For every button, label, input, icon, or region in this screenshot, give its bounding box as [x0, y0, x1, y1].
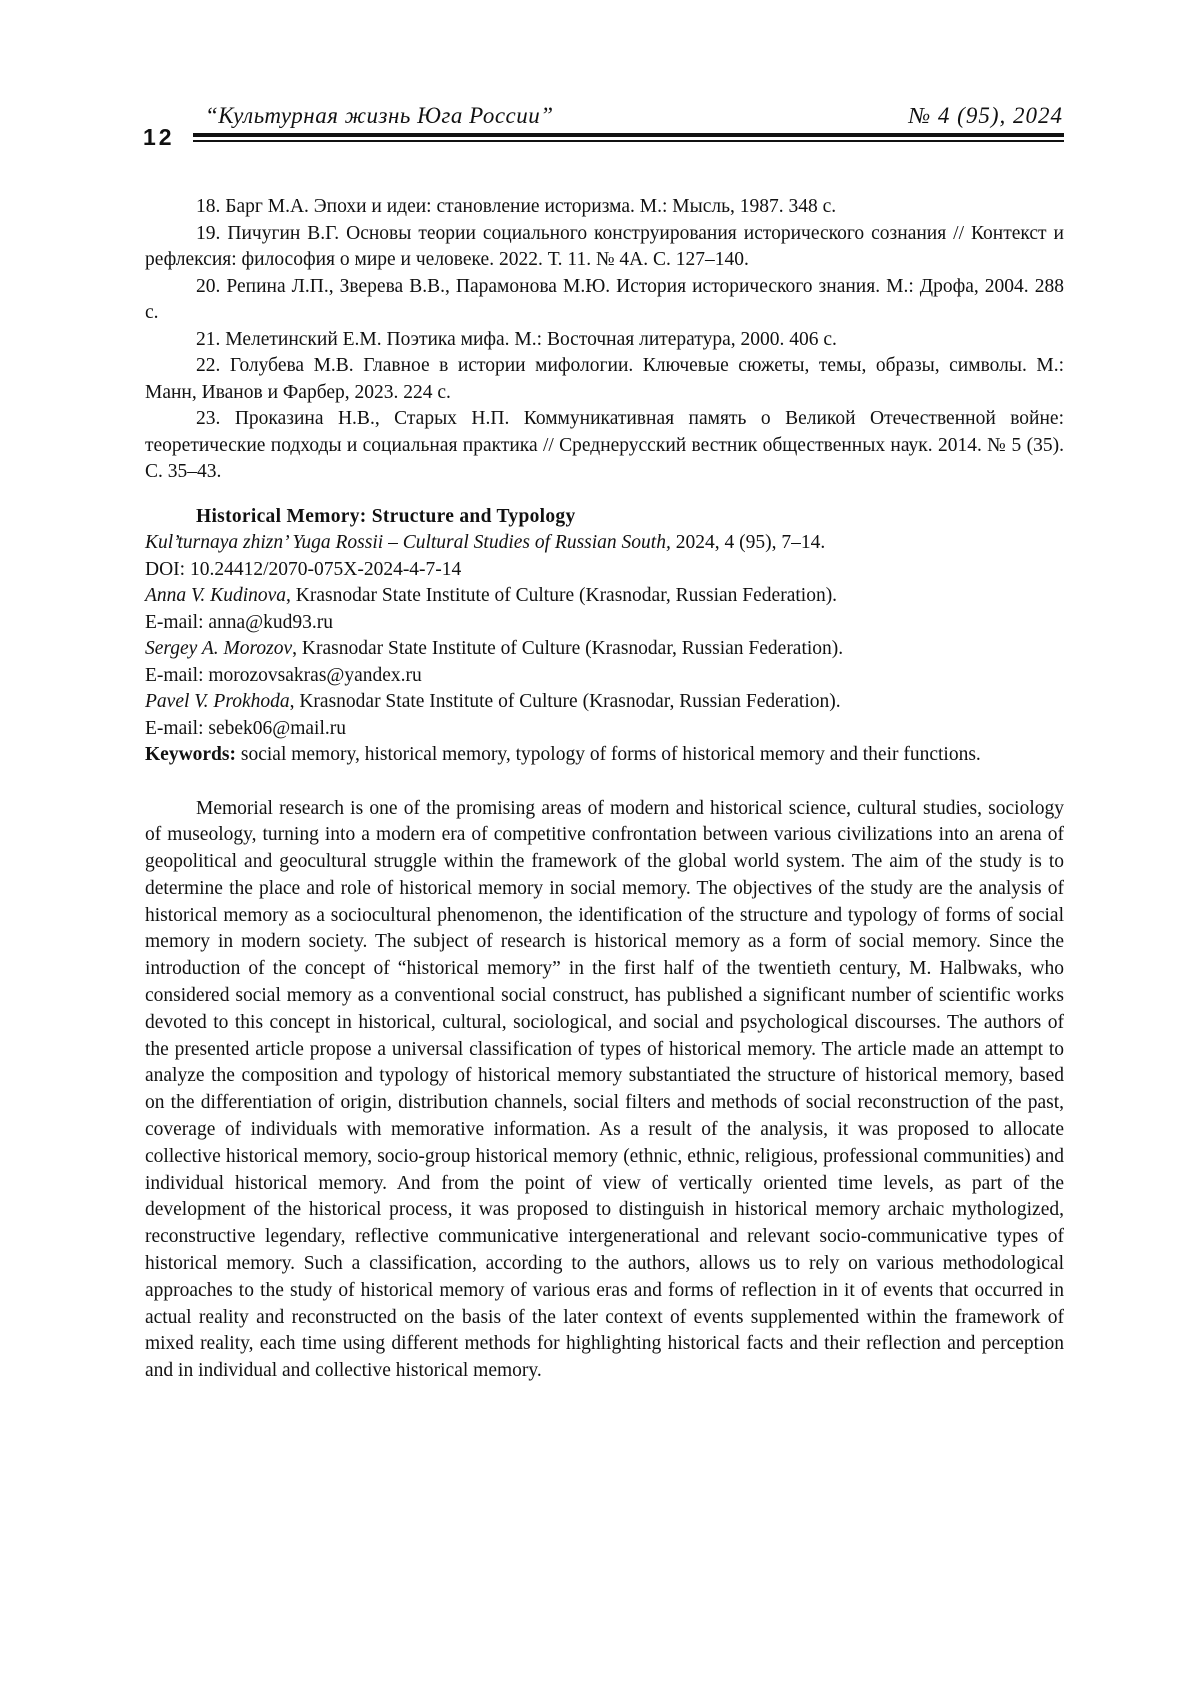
reference-item: 23. Проказина Н.В., Старых Н.П. Коммуникативная память о Великой Отечественной войне: теоретические подходы и социальная практика // Среднерусский вестник общественных наук. 2014. № 5 (35). С. 35–43. — [145, 406, 1064, 486]
reference-item: 19. Пичугин В.Г. Основы теории социального конструирования исторического сознания // Контекст и рефлексия: философия о мире и человеке. 2022. Т. 11. № 4А. С. 127–140. — [145, 221, 1064, 274]
author-email: E-mail: sebek06@mail.ru — [145, 716, 1064, 743]
reference-item: 22. Голубева М.В. Главное в истории мифологии. Ключевые сюжеты, темы, образы, символы. М.: Манн, Иванов и Фарбер, 2023. 224 с. — [145, 353, 1064, 406]
author-name: Pavel V. Prokhoda — [145, 691, 290, 712]
citation-journal: Kul’turnaya zhizn’ Yuga Rossii – Cultural Studies of Russian South, — [145, 532, 671, 553]
author-affiliation: , Krasnodar State Institute of Culture (Krasnodar, Russian Federation). — [286, 585, 837, 606]
article-title: Historical Memory: Structure and Typology — [145, 504, 1064, 531]
author-affiliation: , Krasnodar State Institute of Culture (Krasnodar, Russian Federation). — [290, 691, 841, 712]
abstract: Memorial research is one of the promising areas of modern and historical science, cultural studies, sociology of museology, turning into a modern era of competitive confrontation between various civilizations into an arena of geopolitical and geocultural struggle within the framework of the global world system. The aim of the study is to determine the place and role of historical memory in social memory. The objectives of the study are the analysis of historical memory as a sociocultural phenomenon, the identification of the structure and typology of forms of social memory in modern society. The subject of research is historical memory as a form of social memory. Since the introduction of the concept of “historical memory” in the first half of the twentieth century, M. Halbwaks, who considered social memory as a conventional social construct, has published a significant number of scientific works devoted to this concept in historical, cultural, sociological, and social and psychological discourses. The authors of the presented article propose a universal classification of types of historical memory. The article made an attempt to analyze the composition and typology of historical memory substantiated the structure of historical memory, based on the differentiation of origin, distribution channels, social filters and methods of social reconstruction of the past, coverage of individuals with memorative information. As a result of the analysis, it was proposed to allocate collective historical memory, socio-group historical memory (ethnic, ethnic, religious, professional communities) and individual historical memory. And from the point of view of vertically oriented time levels, as part of the development of the historical process, it was proposed to distinguish in historical memory archaic mythologized, reconstructive legendary, reflective communicative intergenerational and relevant socio-communicative types of historical memory. Such a classification, according to the authors, allows us to rely on various methodological approaches to the study of historical memory of various eras and forms of reflection in it of events that occurred in actual reality and reconstructed on the basis of the later context of events supplemented within the framework of mixed reality, each time using different methods for highlighting historical facts and their reflection and perception and in individual and collective historical memory. — [145, 796, 1064, 1386]
author-line — [145, 636, 1064, 663]
page-number: 12 — [143, 124, 175, 151]
reference-item: 21. Мелетинский Е.М. Поэтика мифа. М.: Восточная литература, 2000. 406 с. — [145, 327, 1064, 354]
author-name: Anna V. Kudinova — [145, 585, 286, 606]
reference-item: 20. Репина Л.П., Зверева В.В., Парамонова М.Ю. История исторического знания. М.: Дрофа, 2004. 288 с. — [145, 274, 1064, 327]
reference-item: 18. Барг М.А. Эпохи и идеи: становление историзма. М.: Мысль, 1987. 348 с. — [145, 194, 1064, 221]
author-line — [145, 689, 1064, 716]
author-email: E-mail: anna@kud93.ru — [145, 610, 1064, 637]
citation-details: 2024, 4 (95), 7–14. — [671, 532, 825, 553]
keywords-label: Keywords: — [145, 744, 236, 765]
journal-title: “Культурная жизнь Юга России” — [205, 103, 554, 129]
issue-number: № 4 (95), 2024 — [908, 103, 1063, 129]
author-name: Sergey A. Morozov — [145, 638, 292, 659]
author-affiliation: , Krasnodar State Institute of Culture (Krasnodar, Russian Federation). — [292, 638, 843, 659]
citation — [145, 530, 1064, 557]
header-rule-thin — [193, 140, 1064, 142]
reference-list — [145, 194, 1064, 486]
header-rule-thick — [193, 133, 1064, 137]
article-metadata — [145, 504, 1064, 769]
author-email: E-mail: morozovsakras@yandex.ru — [145, 663, 1064, 690]
author-line — [145, 583, 1064, 610]
keywords-text: social memory, historical memory, typology of forms of historical memory and their functions. — [236, 744, 981, 765]
doi: DOI: 10.24412/2070-075X-2024-4-7-14 — [145, 557, 1064, 584]
page-content — [145, 194, 1064, 1405]
keywords — [145, 742, 1064, 769]
